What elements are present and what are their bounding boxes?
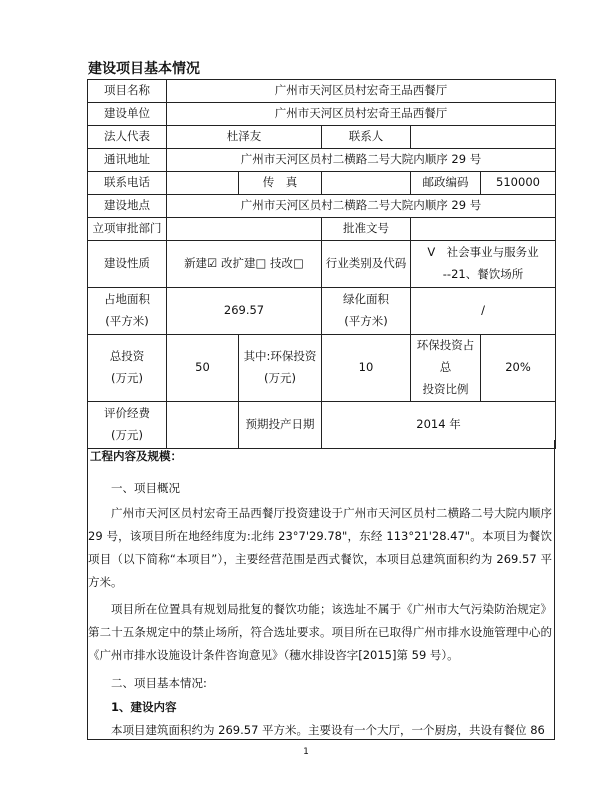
overview-heading: 一、项目概况 [111, 481, 180, 495]
overview-paragraph-1: 广州市天河区员村宏奇王品西餐厅投资建设于广州市天河区员村二横路二号大院内顺序 29 号，该项目所在地经纬度为:北纬 23°7'29.78"，东经 113°21'28.47"。本项目为餐饮项目（以下简称“本项目”），主要经营范围是西式餐饮，本项目总建筑面积约为 269.57 平方米。 [88, 506, 552, 589]
location-value: 广州市天河区员村二横路二号大院内顺序 29 号 [167, 195, 556, 218]
contact-label: 联系人 [322, 126, 411, 149]
content-heading: 1、建设内容 [111, 700, 177, 714]
page-title: 建设项目基本情况 [88, 61, 200, 77]
invest-value: 50 [167, 335, 239, 402]
row-approval [88, 218, 556, 241]
project-scope-section [87, 440, 555, 740]
basic-info-heading: 二、项目基本情况: [111, 676, 207, 690]
overview-paragraph-2: 项目所在位置具有规划局批复的餐饮功能；该选址不属于《广州市大气污染防治规定》第二十五条规定中的禁止场所，符合选址要求。项目所在已取得广州市排水设施管理中心的《广州市排水设施设计条件咨询意见》（穗水排设咨字[2015]第 59 号）。 [88, 602, 552, 662]
builder-value: 广州市天河区员村宏奇王品西餐厅 [167, 103, 556, 126]
green-label-line-1: 绿化面积 [343, 292, 389, 307]
scope-heading: 工程内容及规模： [90, 449, 182, 463]
area-value: 269.57 [167, 288, 322, 335]
env-ratio-label-line-2: 投资比例 [422, 381, 469, 396]
start-date-label: 预期投产日期 [239, 401, 322, 448]
fax-label: 传 真 [239, 172, 322, 195]
area-label [88, 288, 167, 335]
industry-line-1: Ⅴ 社会事业与服务业 [427, 245, 539, 260]
industry-label: 行业类别及代码 [322, 241, 411, 288]
start-date-value: 2014 年 [322, 401, 556, 448]
approval-no-value [411, 218, 556, 241]
eval-fee-label-line-2: (万元) [111, 427, 143, 442]
env-invest-label-line-1: 其中:环保投资 [243, 348, 317, 363]
green-label-line-2: (平方米) [344, 314, 388, 328]
env-invest-label [239, 335, 322, 402]
green-value: / [411, 288, 556, 335]
env-ratio-label-line-1: 环保投资占总 [416, 338, 475, 374]
nature-value: 新建☑ 改扩建□ 技改□ [167, 241, 322, 288]
env-ratio-label [411, 335, 481, 402]
area-label-line-2: (平方米) [105, 314, 149, 328]
invest-label-line-2: (万元) [111, 370, 143, 385]
contact-value [411, 126, 556, 149]
address-label: 通讯地址 [88, 149, 167, 172]
fax-value [322, 172, 411, 195]
area-label-line-1: 占地面积 [104, 292, 150, 307]
env-invest-value: 10 [322, 335, 411, 402]
phone-value [167, 172, 239, 195]
row-nature [88, 241, 556, 288]
nature-label: 建设性质 [88, 241, 167, 288]
env-ratio-value: 20% [481, 335, 556, 402]
legal-rep-label: 法人代表 [88, 126, 167, 149]
row-phone [88, 172, 556, 195]
legal-rep-value: 杜泽友 [167, 126, 322, 149]
content-paragraph: 本项目建筑面积约为 269.57 平方米。主要设有一个大厅，一个厨房，共设有餐位 86 [111, 723, 545, 737]
row-investment [88, 335, 556, 402]
project-info-table [87, 79, 556, 449]
row-builder [88, 103, 556, 126]
row-project-name [88, 80, 556, 103]
industry-value [411, 241, 556, 288]
approval-no-label: 批准文号 [322, 218, 411, 241]
eval-fee-label-line-1: 评价经费 [104, 405, 150, 420]
green-label [322, 288, 411, 335]
builder-label: 建设单位 [88, 103, 167, 126]
postcode-value: 510000 [481, 172, 556, 195]
industry-line-2: --21、餐饮场所 [442, 267, 524, 281]
env-invest-label-line-2: (万元) [264, 370, 296, 385]
address-value: 广州市天河区员村二横路二号大院内顺序 29 号 [167, 149, 556, 172]
project-name-label: 项目名称 [88, 80, 167, 103]
row-location [88, 195, 556, 218]
approval-dept-value [167, 218, 322, 241]
phone-label: 联系电话 [88, 172, 167, 195]
postcode-label: 邮政编码 [411, 172, 481, 195]
invest-label-line-1: 总投资 [109, 348, 145, 363]
approval-dept-label: 立项审批部门 [88, 218, 167, 241]
row-address [88, 149, 556, 172]
page-number: 1 [303, 747, 309, 757]
invest-label [88, 335, 167, 402]
project-name-value: 广州市天河区员村宏奇王品西餐厅 [167, 80, 556, 103]
location-label: 建设地点 [88, 195, 167, 218]
row-area [88, 288, 556, 335]
row-legal-rep [88, 126, 556, 149]
